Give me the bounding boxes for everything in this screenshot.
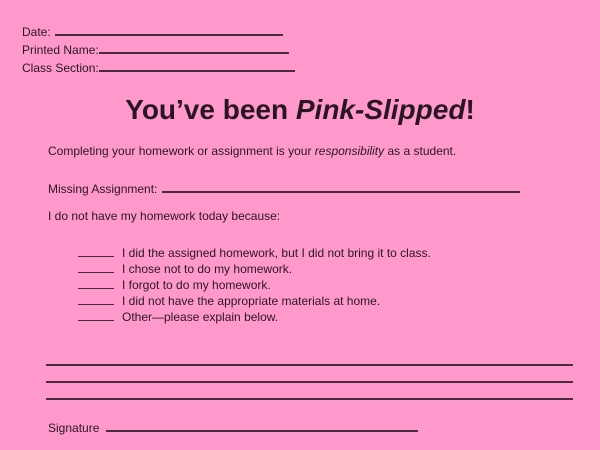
printed-name-blank-line xyxy=(99,40,289,54)
explanation-line xyxy=(46,381,573,383)
reason-text: I did the assigned homework, but I did not bring it to class. xyxy=(122,246,431,260)
class-section-label: Class Section: xyxy=(22,61,99,75)
reason-blank-line xyxy=(78,309,114,321)
date-blank-line xyxy=(55,22,283,36)
title-exclamation: ! xyxy=(465,94,475,125)
signature-row xyxy=(48,418,418,435)
explanation-line xyxy=(46,364,573,366)
reason-checklist xyxy=(78,245,431,325)
reason-blank-line xyxy=(78,277,114,289)
class-section-blank-line xyxy=(99,58,295,72)
reason-blank-line xyxy=(78,245,114,257)
reason-row xyxy=(78,277,431,293)
reason-text: I chose not to do my homework. xyxy=(122,262,293,276)
because-line: I do not have my homework today because: xyxy=(48,209,281,223)
header-fields xyxy=(22,22,295,76)
reason-blank-line xyxy=(78,293,114,305)
intro-after: as a student. xyxy=(384,144,457,158)
printed-name-field-row xyxy=(22,40,295,58)
reason-row xyxy=(78,245,431,261)
reason-text: Other—please explain below. xyxy=(122,310,279,324)
intro-italic-word: responsibility xyxy=(314,144,385,158)
missing-assignment-label: Missing Assignment: xyxy=(48,182,158,196)
signature-label: Signature xyxy=(48,421,100,435)
reason-text: I forgot to do my homework. xyxy=(122,278,271,292)
form-title xyxy=(0,94,600,126)
date-label: Date: xyxy=(22,25,51,39)
reason-text: I did not have the appropriate materials at home. xyxy=(122,294,381,308)
reason-row xyxy=(78,309,431,325)
title-prefix: You’ve been xyxy=(125,94,296,125)
signature-blank-line xyxy=(106,418,418,432)
reason-row xyxy=(78,261,431,277)
printed-name-label: Printed Name: xyxy=(22,43,99,57)
reason-blank-line xyxy=(78,261,114,273)
intro-before: Completing your homework or assignment is your xyxy=(48,144,315,158)
explanation-line xyxy=(46,398,573,400)
intro-sentence xyxy=(48,144,456,158)
date-field-row xyxy=(22,22,295,40)
reason-row xyxy=(78,293,431,309)
explanation-write-in-area xyxy=(46,364,573,415)
class-section-field-row xyxy=(22,58,295,76)
missing-assignment-row xyxy=(48,179,520,196)
title-emphasis: Pink-Slipped xyxy=(295,94,466,125)
missing-assignment-blank-line xyxy=(162,179,520,193)
